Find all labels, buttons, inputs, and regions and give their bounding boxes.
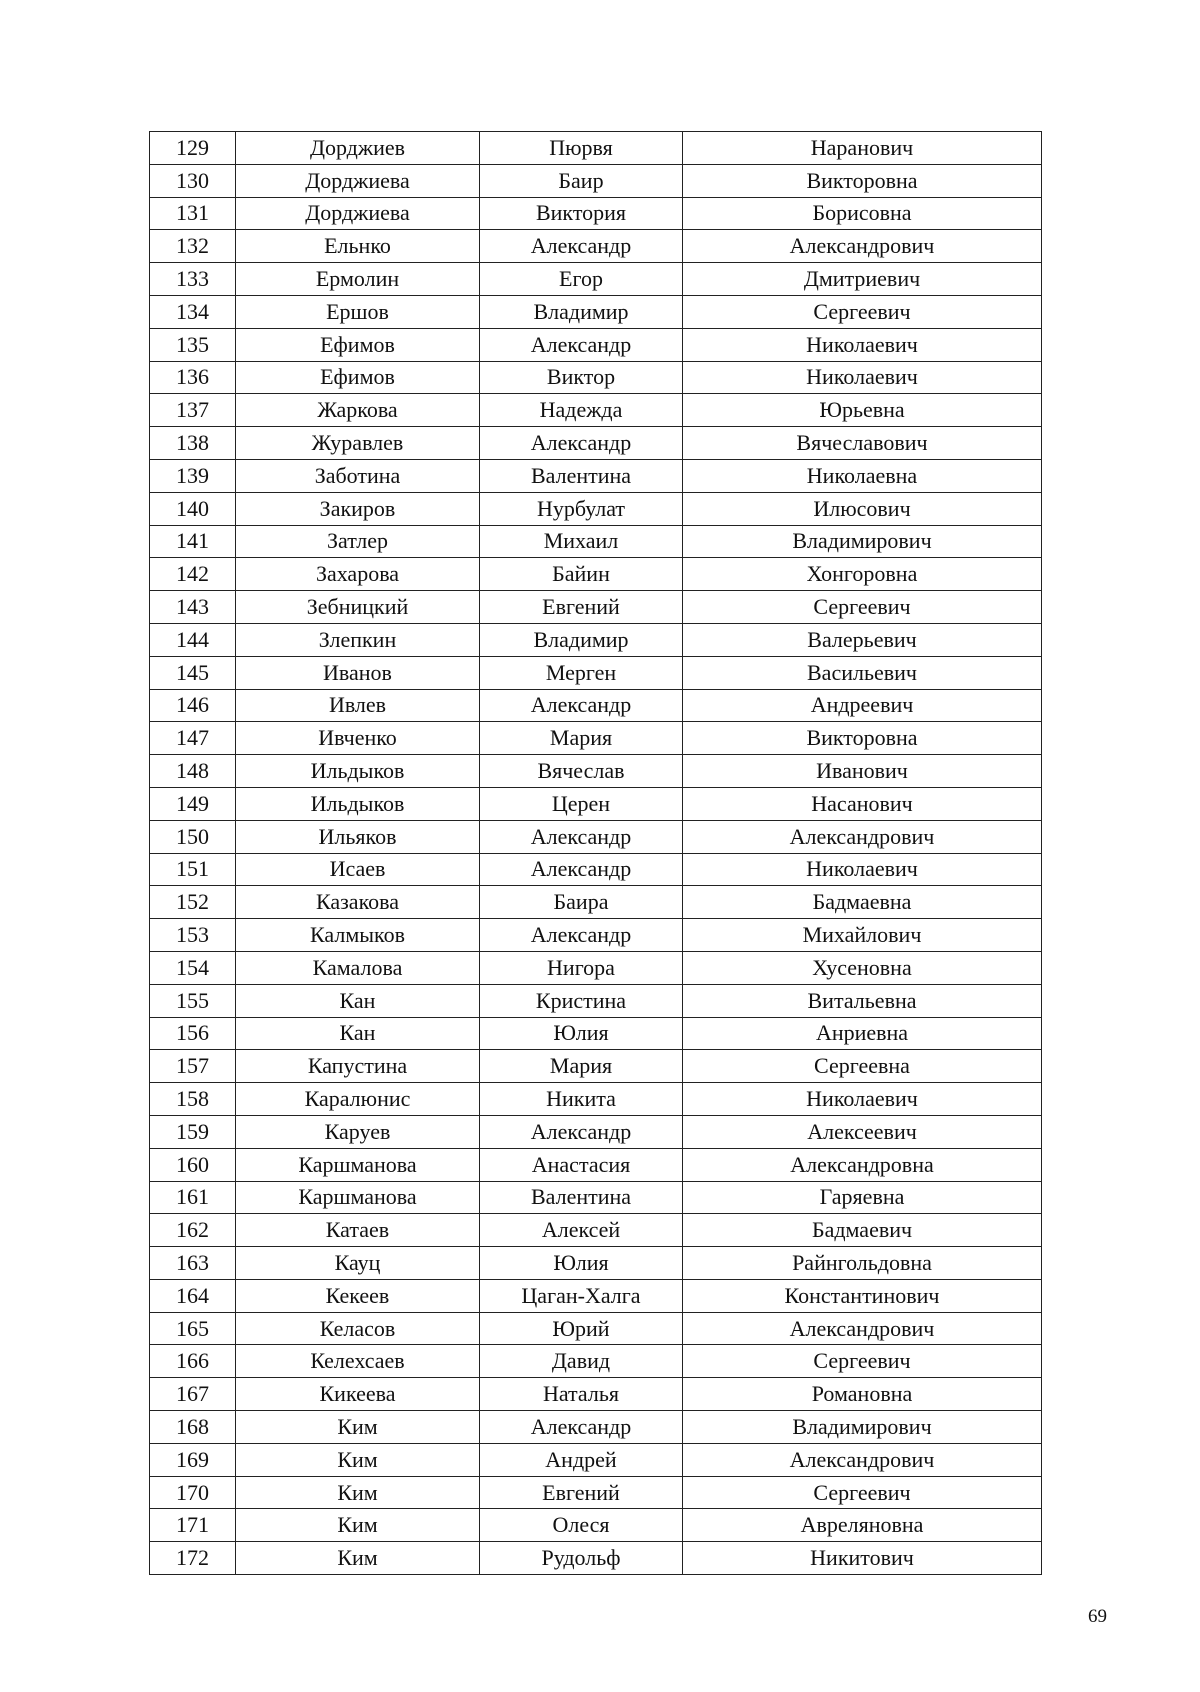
patronymic-cell: Авреляновна: [683, 1509, 1042, 1542]
first-name-cell: Юлия: [480, 1247, 683, 1280]
row-number-cell: 140: [150, 492, 236, 525]
patronymic-cell: Наранович: [683, 132, 1042, 165]
row-number-cell: 154: [150, 951, 236, 984]
first-name-cell: Евгений: [480, 591, 683, 624]
table-row: [150, 525, 1042, 558]
surname-cell: Каршманова: [236, 1148, 480, 1181]
row-number-cell: 138: [150, 427, 236, 460]
patronymic-cell: Сергеевна: [683, 1050, 1042, 1083]
patronymic-cell: Николаевич: [683, 328, 1042, 361]
surname-cell: Заботина: [236, 459, 480, 492]
table-row: [150, 755, 1042, 788]
patronymic-cell: Сергеевич: [683, 295, 1042, 328]
patronymic-cell: Хусеновна: [683, 951, 1042, 984]
first-name-cell: Мерген: [480, 656, 683, 689]
row-number-cell: 155: [150, 984, 236, 1017]
table-row: [150, 1050, 1042, 1083]
first-name-cell: Андрей: [480, 1443, 683, 1476]
patronymic-cell: Бадмаевич: [683, 1214, 1042, 1247]
patronymic-cell: Александрович: [683, 230, 1042, 263]
first-name-cell: Алексей: [480, 1214, 683, 1247]
surname-cell: Дорджиев: [236, 132, 480, 165]
first-name-cell: Александр: [480, 427, 683, 460]
table-row: [150, 492, 1042, 525]
first-name-cell: Баир: [480, 164, 683, 197]
row-number-cell: 151: [150, 853, 236, 886]
patronymic-cell: Анриевна: [683, 1017, 1042, 1050]
first-name-cell: Юлия: [480, 1017, 683, 1050]
surname-cell: Кекеев: [236, 1279, 480, 1312]
patronymic-cell: Александрович: [683, 1443, 1042, 1476]
row-number-cell: 158: [150, 1083, 236, 1116]
row-number-cell: 149: [150, 787, 236, 820]
first-name-cell: Александр: [480, 919, 683, 952]
row-number-cell: 153: [150, 919, 236, 952]
first-name-cell: Мария: [480, 722, 683, 755]
table-row: [150, 722, 1042, 755]
row-number-cell: 146: [150, 689, 236, 722]
row-number-cell: 139: [150, 459, 236, 492]
row-number-cell: 160: [150, 1148, 236, 1181]
row-number-cell: 164: [150, 1279, 236, 1312]
surname-cell: Капустина: [236, 1050, 480, 1083]
patronymic-cell: Николаевич: [683, 361, 1042, 394]
name-roster-table: [149, 131, 1042, 1575]
row-number-cell: 152: [150, 886, 236, 919]
table-row: [150, 1378, 1042, 1411]
patronymic-cell: Николаевич: [683, 1083, 1042, 1116]
patronymic-cell: Сергеевич: [683, 1476, 1042, 1509]
surname-cell: Каруев: [236, 1115, 480, 1148]
patronymic-cell: Александровна: [683, 1148, 1042, 1181]
table-row: [150, 1542, 1042, 1575]
patronymic-cell: Илюсович: [683, 492, 1042, 525]
first-name-cell: Александр: [480, 820, 683, 853]
first-name-cell: Валентина: [480, 459, 683, 492]
surname-cell: Ильдыков: [236, 755, 480, 788]
surname-cell: Жаркова: [236, 394, 480, 427]
patronymic-cell: Иванович: [683, 755, 1042, 788]
first-name-cell: Александр: [480, 853, 683, 886]
surname-cell: Казакова: [236, 886, 480, 919]
first-name-cell: Церен: [480, 787, 683, 820]
patronymic-cell: Михайлович: [683, 919, 1042, 952]
surname-cell: Келехсаев: [236, 1345, 480, 1378]
row-number-cell: 156: [150, 1017, 236, 1050]
table-row: [150, 230, 1042, 263]
patronymic-cell: Николаевич: [683, 853, 1042, 886]
surname-cell: Иванов: [236, 656, 480, 689]
first-name-cell: Владимир: [480, 623, 683, 656]
surname-cell: Каршманова: [236, 1181, 480, 1214]
first-name-cell: Виктория: [480, 197, 683, 230]
surname-cell: Ким: [236, 1443, 480, 1476]
surname-cell: Исаев: [236, 853, 480, 886]
surname-cell: Кан: [236, 984, 480, 1017]
row-number-cell: 135: [150, 328, 236, 361]
table-row: [150, 197, 1042, 230]
table-row: [150, 1083, 1042, 1116]
surname-cell: Ельнко: [236, 230, 480, 263]
table-row: [150, 951, 1042, 984]
surname-cell: Зебницкий: [236, 591, 480, 624]
roster-table-body: [150, 132, 1042, 1575]
first-name-cell: Мария: [480, 1050, 683, 1083]
patronymic-cell: Александрович: [683, 820, 1042, 853]
patronymic-cell: Андреевич: [683, 689, 1042, 722]
table-row: [150, 919, 1042, 952]
table-row: [150, 132, 1042, 165]
patronymic-cell: Сергеевич: [683, 591, 1042, 624]
surname-cell: Ивченко: [236, 722, 480, 755]
table-row: [150, 787, 1042, 820]
row-number-cell: 129: [150, 132, 236, 165]
surname-cell: Ким: [236, 1542, 480, 1575]
patronymic-cell: Дмитриевич: [683, 263, 1042, 296]
table-row: [150, 1312, 1042, 1345]
row-number-cell: 132: [150, 230, 236, 263]
row-number-cell: 163: [150, 1247, 236, 1280]
row-number-cell: 162: [150, 1214, 236, 1247]
first-name-cell: Баира: [480, 886, 683, 919]
first-name-cell: Давид: [480, 1345, 683, 1378]
table-row: [150, 459, 1042, 492]
table-row: [150, 164, 1042, 197]
table-row: [150, 591, 1042, 624]
patronymic-cell: Алексеевич: [683, 1115, 1042, 1148]
surname-cell: Каралюнис: [236, 1083, 480, 1116]
first-name-cell: Анастасия: [480, 1148, 683, 1181]
row-number-cell: 147: [150, 722, 236, 755]
first-name-cell: Байин: [480, 558, 683, 591]
first-name-cell: Цаган-Халга: [480, 1279, 683, 1312]
first-name-cell: Александр: [480, 689, 683, 722]
first-name-cell: Наталья: [480, 1378, 683, 1411]
row-number-cell: 165: [150, 1312, 236, 1345]
patronymic-cell: Бадмаевна: [683, 886, 1042, 919]
table-row: [150, 394, 1042, 427]
surname-cell: Катаев: [236, 1214, 480, 1247]
table-row: [150, 656, 1042, 689]
first-name-cell: Александр: [480, 328, 683, 361]
table-row: [150, 1345, 1042, 1378]
table-row: [150, 1443, 1042, 1476]
surname-cell: Камалова: [236, 951, 480, 984]
surname-cell: Келасов: [236, 1312, 480, 1345]
patronymic-cell: Вячеславович: [683, 427, 1042, 460]
surname-cell: Ильдыков: [236, 787, 480, 820]
patronymic-cell: Сергеевич: [683, 1345, 1042, 1378]
table-row: [150, 1148, 1042, 1181]
row-number-cell: 133: [150, 263, 236, 296]
table-row: [150, 853, 1042, 886]
first-name-cell: Пюрвя: [480, 132, 683, 165]
table-row: [150, 1476, 1042, 1509]
first-name-cell: Нигора: [480, 951, 683, 984]
table-row: [150, 820, 1042, 853]
patronymic-cell: Витальевна: [683, 984, 1042, 1017]
table-row: [150, 689, 1042, 722]
first-name-cell: Рудольф: [480, 1542, 683, 1575]
row-number-cell: 130: [150, 164, 236, 197]
patronymic-cell: Валерьевич: [683, 623, 1042, 656]
row-number-cell: 142: [150, 558, 236, 591]
row-number-cell: 167: [150, 1378, 236, 1411]
row-number-cell: 166: [150, 1345, 236, 1378]
row-number-cell: 137: [150, 394, 236, 427]
first-name-cell: Кристина: [480, 984, 683, 1017]
table-row: [150, 263, 1042, 296]
surname-cell: Кауц: [236, 1247, 480, 1280]
surname-cell: Ефимов: [236, 328, 480, 361]
first-name-cell: Евгений: [480, 1476, 683, 1509]
first-name-cell: Валентина: [480, 1181, 683, 1214]
patronymic-cell: Константинович: [683, 1279, 1042, 1312]
surname-cell: Ивлев: [236, 689, 480, 722]
patronymic-cell: Борисовна: [683, 197, 1042, 230]
surname-cell: Захарова: [236, 558, 480, 591]
surname-cell: Кикеева: [236, 1378, 480, 1411]
row-number-cell: 150: [150, 820, 236, 853]
table-row: [150, 295, 1042, 328]
patronymic-cell: Владимирович: [683, 525, 1042, 558]
table-row: [150, 1115, 1042, 1148]
surname-cell: Ершов: [236, 295, 480, 328]
surname-cell: Ким: [236, 1411, 480, 1444]
first-name-cell: Нурбулат: [480, 492, 683, 525]
first-name-cell: Александр: [480, 1411, 683, 1444]
table-row: [150, 1181, 1042, 1214]
patronymic-cell: Васильевич: [683, 656, 1042, 689]
row-number-cell: 161: [150, 1181, 236, 1214]
first-name-cell: Виктор: [480, 361, 683, 394]
patronymic-cell: Викторовна: [683, 722, 1042, 755]
row-number-cell: 169: [150, 1443, 236, 1476]
patronymic-cell: Юрьевна: [683, 394, 1042, 427]
first-name-cell: Александр: [480, 1115, 683, 1148]
table-row: [150, 558, 1042, 591]
table-row: [150, 1017, 1042, 1050]
patronymic-cell: Никитович: [683, 1542, 1042, 1575]
table-row: [150, 1411, 1042, 1444]
row-number-cell: 136: [150, 361, 236, 394]
surname-cell: Ефимов: [236, 361, 480, 394]
surname-cell: Дорджиева: [236, 197, 480, 230]
row-number-cell: 168: [150, 1411, 236, 1444]
surname-cell: Злепкин: [236, 623, 480, 656]
surname-cell: Калмыков: [236, 919, 480, 952]
table-row: [150, 427, 1042, 460]
patronymic-cell: Александрович: [683, 1312, 1042, 1345]
table-row: [150, 1247, 1042, 1280]
first-name-cell: Надежда: [480, 394, 683, 427]
patronymic-cell: Романовна: [683, 1378, 1042, 1411]
patronymic-cell: Владимирович: [683, 1411, 1042, 1444]
table-row: [150, 1509, 1042, 1542]
table-row: [150, 1279, 1042, 1312]
surname-cell: Закиров: [236, 492, 480, 525]
surname-cell: Ермолин: [236, 263, 480, 296]
surname-cell: Журавлев: [236, 427, 480, 460]
patronymic-cell: Хонгоровна: [683, 558, 1042, 591]
row-number-cell: 157: [150, 1050, 236, 1083]
first-name-cell: Юрий: [480, 1312, 683, 1345]
table-row: [150, 1214, 1042, 1247]
first-name-cell: Александр: [480, 230, 683, 263]
page-number: 69: [1088, 1606, 1107, 1627]
row-number-cell: 159: [150, 1115, 236, 1148]
surname-cell: Дорджиева: [236, 164, 480, 197]
row-number-cell: 131: [150, 197, 236, 230]
first-name-cell: Никита: [480, 1083, 683, 1116]
patronymic-cell: Николаевна: [683, 459, 1042, 492]
surname-cell: Ким: [236, 1476, 480, 1509]
row-number-cell: 144: [150, 623, 236, 656]
row-number-cell: 171: [150, 1509, 236, 1542]
table-row: [150, 886, 1042, 919]
first-name-cell: Олеся: [480, 1509, 683, 1542]
patronymic-cell: Викторовна: [683, 164, 1042, 197]
surname-cell: Ильяков: [236, 820, 480, 853]
row-number-cell: 170: [150, 1476, 236, 1509]
first-name-cell: Егор: [480, 263, 683, 296]
surname-cell: Кан: [236, 1017, 480, 1050]
patronymic-cell: Насанович: [683, 787, 1042, 820]
row-number-cell: 145: [150, 656, 236, 689]
surname-cell: Ким: [236, 1509, 480, 1542]
first-name-cell: Вячеслав: [480, 755, 683, 788]
table-row: [150, 361, 1042, 394]
row-number-cell: 141: [150, 525, 236, 558]
row-number-cell: 148: [150, 755, 236, 788]
patronymic-cell: Райнгольдовна: [683, 1247, 1042, 1280]
table-row: [150, 984, 1042, 1017]
row-number-cell: 172: [150, 1542, 236, 1575]
first-name-cell: Владимир: [480, 295, 683, 328]
row-number-cell: 134: [150, 295, 236, 328]
patronymic-cell: Гаряевна: [683, 1181, 1042, 1214]
first-name-cell: Михаил: [480, 525, 683, 558]
surname-cell: Затлер: [236, 525, 480, 558]
table-row: [150, 623, 1042, 656]
row-number-cell: 143: [150, 591, 236, 624]
table-row: [150, 328, 1042, 361]
